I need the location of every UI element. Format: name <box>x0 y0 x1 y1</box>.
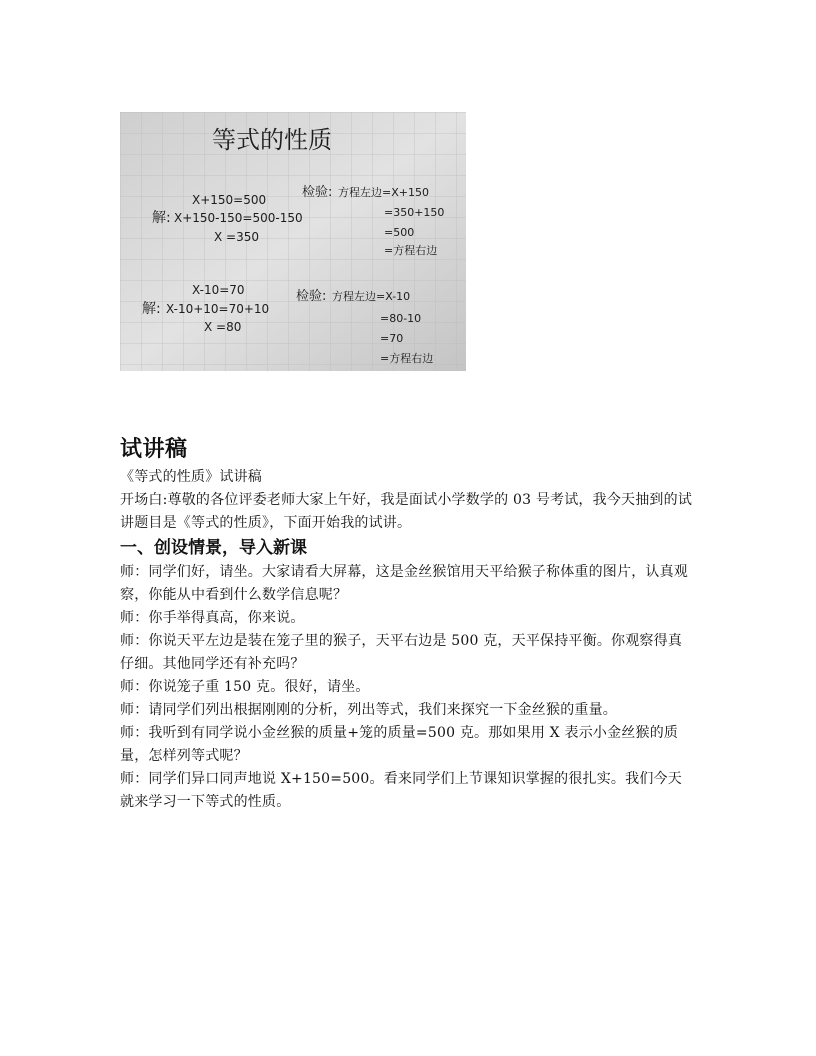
dialogue-paragraph: 师：你说笼子重 150 克。很好，请坐。 <box>120 679 370 695</box>
eq2-check-label: 检验: <box>296 289 327 304</box>
dialogue-paragraph: 师：请同学们列出根据刚刚的分析，列出等式，我们来探究一下金丝猴的重量。 <box>120 702 617 718</box>
dialogue-paragraph: 师：你手举得真高，你来说。 <box>120 610 305 626</box>
dialogue-paragraph: 师：同学们好，请坐。大家请看大屏幕，这是金丝猴馆用天平给猴子称体重的图片，认真观察，你能从中看到什么数学信息呢？ <box>120 564 688 603</box>
eq1-check1: 方程左边=X+150 <box>338 186 429 199</box>
eq2-line3: X =80 <box>204 320 242 334</box>
eq2-check2: =80-10 <box>380 312 422 325</box>
eq2-check1: 方程左边=X-10 <box>332 290 411 303</box>
document-title: 试讲稿 <box>120 437 188 462</box>
eq1-check2: =350+150 <box>384 206 445 219</box>
eq1-line1: X+150=500 <box>192 193 267 207</box>
eq1-check3: =500 <box>384 226 415 239</box>
photo-canvas <box>120 112 466 371</box>
eq2-check4: =方程右边 <box>380 352 434 365</box>
photo-heading: 等式的性质 <box>212 126 332 154</box>
eq2-line2: X-10+10=70+10 <box>166 302 270 316</box>
dialogue-paragraph: 师：同学们异口同声地说 X+150=500。看来同学们上节课知识掌握的很扎实。我们今天就来学习一下等式的性质。 <box>120 771 682 810</box>
eq2-solve-label: 解: <box>142 301 161 317</box>
lecture-subtitle: 《等式的性质》试讲稿 <box>120 469 262 485</box>
eq2-line1: X-10=70 <box>192 283 245 297</box>
section-heading-1: 一、创设情景，导入新课 <box>120 538 307 558</box>
dialogue-paragraph: 师：我听到有同学说小金丝猴的质量+笼的质量=500 克。那如果用 X 表示小金丝猴的质量，怎样列等式呢？ <box>120 725 679 764</box>
eq1-check-label: 检验: <box>302 185 333 200</box>
handwritten-equations-photo <box>120 112 466 371</box>
dialogue-paragraph: 师：你说天平左边是装在笼子里的猴子，天平右边是 500 克，天平保持平衡。你观察得真仔细。其他同学还有补充吗？ <box>120 633 683 672</box>
eq1-line2: X+150-150=500-150 <box>174 211 303 225</box>
eq2-check3: =70 <box>380 332 404 345</box>
document-body <box>120 434 696 814</box>
eq1-check4: =方程右边 <box>384 244 438 257</box>
eq1-line3: X =350 <box>214 230 259 244</box>
eq1-solve-label: 解: <box>152 210 171 226</box>
opening-paragraph: 开场白:尊敬的各位评委老师大家上午好，我是面试小学数学的 03 号考试，我今天抽到的试讲题目是《等式的性质》，下面开始我的试讲。 <box>120 492 693 531</box>
